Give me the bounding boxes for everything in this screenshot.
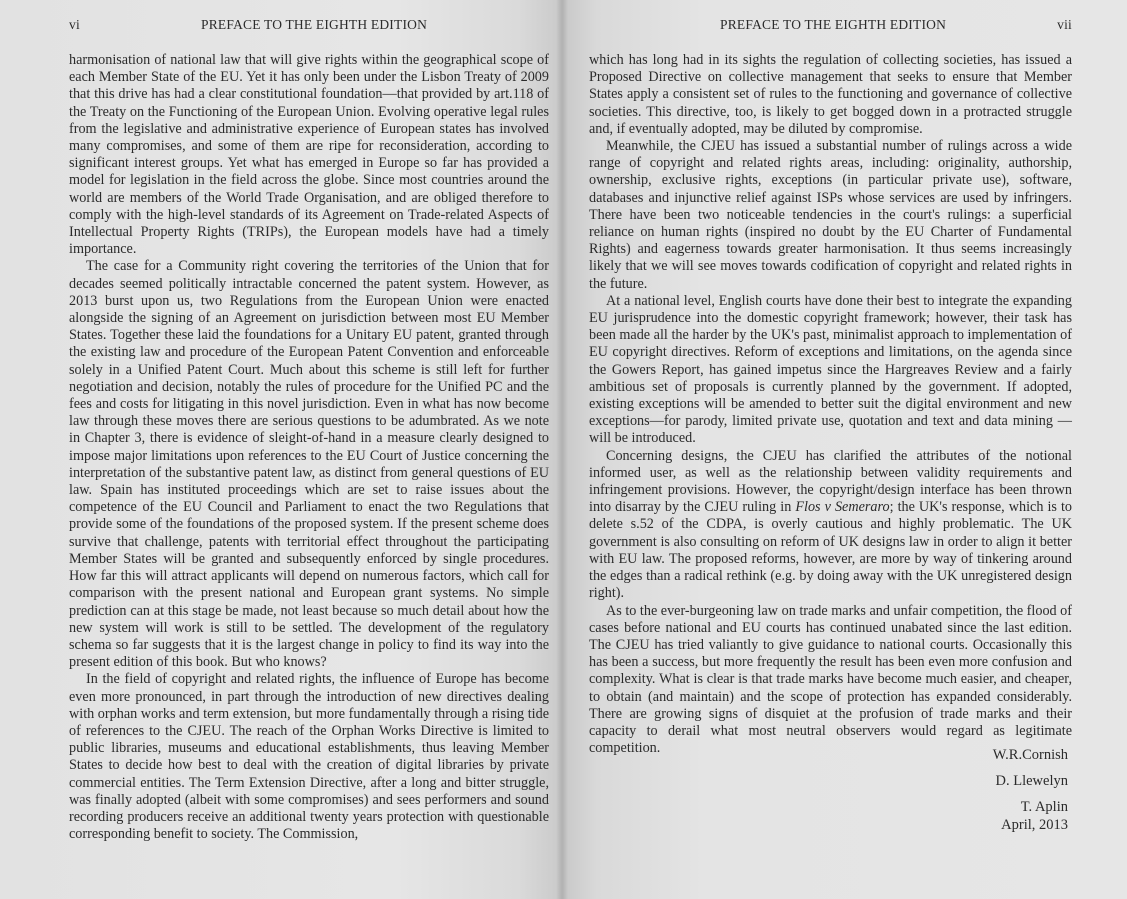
right-paragraph-3: At a national level, English courts have done their best to integrate the expanding EU jurisprudence into the domestic copyright framework; however, their task has been made all the harder by the UK's past, minimalist approach to implementation of EU copyright directives. Reform of exceptions and limitations, on the agenda since the Gowers Report, has gained impetus since the Hargreaves Review and a fairly ambitious set of proposals is currently planned by the government. If adopted, existing exceptions will be amended to better suit the digital environment and new exceptions—for parody, limited private use, quotation and text and data mining —will be introduced. (589, 292, 1072, 447)
right-paragraph-2: Meanwhile, the CJEU has issued a substantial number of rulings across a wide range of copyright and related rights areas, including: originality, authorship, ownership, exclusive rights, exceptions (in particular private use), software, databases and injunctive relief against ISPs whose services are used by infringers. There have been two noticeable tendencies in the court's rulings: a superficial reliance on human rights (inspired no doubt by the EU Charter of Fundamental Rights) and eagerness towards greater harmonisation. It thus seems increasingly likely that we will see moves towards codification of copyright and related rights in the future. (589, 138, 1072, 292)
left-paragraph-2: The case for a Community right covering the territories of the Union that for decades seemed politically intractable concerned the patent system. However, as 2013 burst upon us, two Regulations from the European Union were enacted alongside the signing of an Agreement on jurisdiction between most EU Member States. Together these laid the foundations for a Unitary EU patent, granted through the existing law and procedure of the European Patent Convention and enforceable solely in a Unified Patent Court. Much about this scheme is still left for further negotiation and decision, notably the rules of procedure for the Unified PC and the fees and costs for litigating in this novel jurisdiction. Even in what has now become law through these moves there are serious questions to be adumbrated. As we note in Chapter 3, there is evidence of sleight-of-hand in a measure clearly designed to impose major limitations upon references to the EU Court of Justice concerning the interpretation of the substantive patent law, as distinct from general questions of EU law. Spain has instituted proceedings which are set to raise issues about the competence of the EU Council and Parliament to enact the two Regulations that provide some of the foundations of the proposed system. If the present scheme does survive that challenge, patents with territorial effect throughout the participating Member States will be granted and subsequently enforced by single procedures. How far this will attract applicants will depend on numerous factors, which call for comparison with the present national and European grant systems. No simple prediction can at this stage be made, not least because so much detail about how the new system will work is still to be settled. The development of the regulatory schema so far suggests that it is the largest change in policy to find its way into the present edition of this book. But who knows? (69, 258, 549, 671)
left-running-title: PREFACE TO THE EIGHTH EDITION (201, 17, 428, 32)
book-gutter (556, 0, 568, 899)
left-running-head (69, 17, 549, 33)
author-llewelyn: D. Llewelyn (995, 773, 1068, 789)
author-signatures (880, 746, 1068, 834)
author-aplin: T. Aplin (1020, 799, 1068, 815)
right-running-title: PREFACE TO THE EIGHTH EDITION (720, 17, 947, 32)
designs-text-before: Concerning designs, the CJEU has clarified the attributes of the notional informed user, as well as the relationship between validity requirements and infringement provisions. However, the copyright/design interface has been thrown into disarray by the CJEU ruling in (589, 447, 1072, 516)
right-running-head (589, 17, 1072, 33)
case-name: Flos v Semeraro (795, 499, 890, 516)
preface-date: April, 2013 (1001, 817, 1068, 833)
left-paragraph-3: In the field of copyright and related rights, the influence of Europe has become even more pronounced, in part through the introduction of new directives dealing with orphan works and term extension, but more fundamentally through a rising tide of references to the CJEU. The reach of the Orphan Works Directive is limited to public libraries, museums and educational establishments, thus leaving Member States to decide how best to deal with the creation of digital libraries by private commercial entities. The Term Extension Directive, after a long and bitter struggle, was finally adopted (albeit with some compromises) and sees performers and sound recording producers receive an additional twenty years protection with questionable corresponding benefit to society. The Commission, (69, 671, 549, 843)
designs-text-after: ; the UK's response, which is to delete s.52 of the CDPA, is overly cautious and highly problematic. The UK government is also consulting on reform of UK designs law in order to align it better with EU law. The proposed reforms, however, are more by way of tinkering around the edges than a radical rethink (e.g. by doing away with the UK unregistered design right). (589, 499, 1073, 602)
right-page-number: vii (1057, 17, 1072, 32)
left-body-text (69, 52, 549, 843)
right-body-text (589, 52, 1072, 757)
right-paragraph-trade-marks: As to the ever-burgeoning law on trade marks and unfair competition, the flood of cases before national and EU courts has continued unabated since the last edition. The CJEU has tried valiantly to give guidance to national courts. Occasionally this has been a success, but more frequently the result has been even more confusion and complexity. What is clear is that trade marks have become much easier, and cheaper, to obtain (and maintain) and the scope of protection has expanded considerably. There are growing signs of disquiet at the profusion of trade marks and their capacity to derail what most neutral observers would regard as legitimate competition. (589, 602, 1072, 757)
author-cornish: W.R.Cornish (992, 747, 1068, 763)
right-paragraph-1: which has long had in its sights the regulation of collecting societies, has issued a Proposed Directive on collective management that seeks to ensure that Member States apply a consistent set of rules to the functioning and governance of collective societies. This directive, too, is likely to get bogged down in a protracted struggle and, if eventually adopted, may be diluted by compromise. (589, 52, 1072, 137)
right-paragraph-designs (589, 448, 1072, 603)
left-paragraph-1: harmonisation of national law that will give rights within the geographical scope of each Member State of the EU. Yet it has only been under the Lisbon Treaty of 2009 that this drive has had a clear constitutional foundation—that provided by art.118 of the Treaty on the Functioning of the European Union. Evolving operative legal rules from the legislative and administrative experience of European states has involved many compromises, and some of them are ripe for reconsideration, according to significant interest groups. Yet what has emerged in Europe so far has provided a model for legislation in the field across the globe. Since most countries around the world are members of the World Trade Organisation, and are obliged therefore to comply with the high-level standards of its Agreement on Trade-related Aspects of Intellectual Property Rights (TRIPs), the European models have had a timely importance. (69, 52, 549, 258)
left-page-number: vi (69, 17, 80, 32)
